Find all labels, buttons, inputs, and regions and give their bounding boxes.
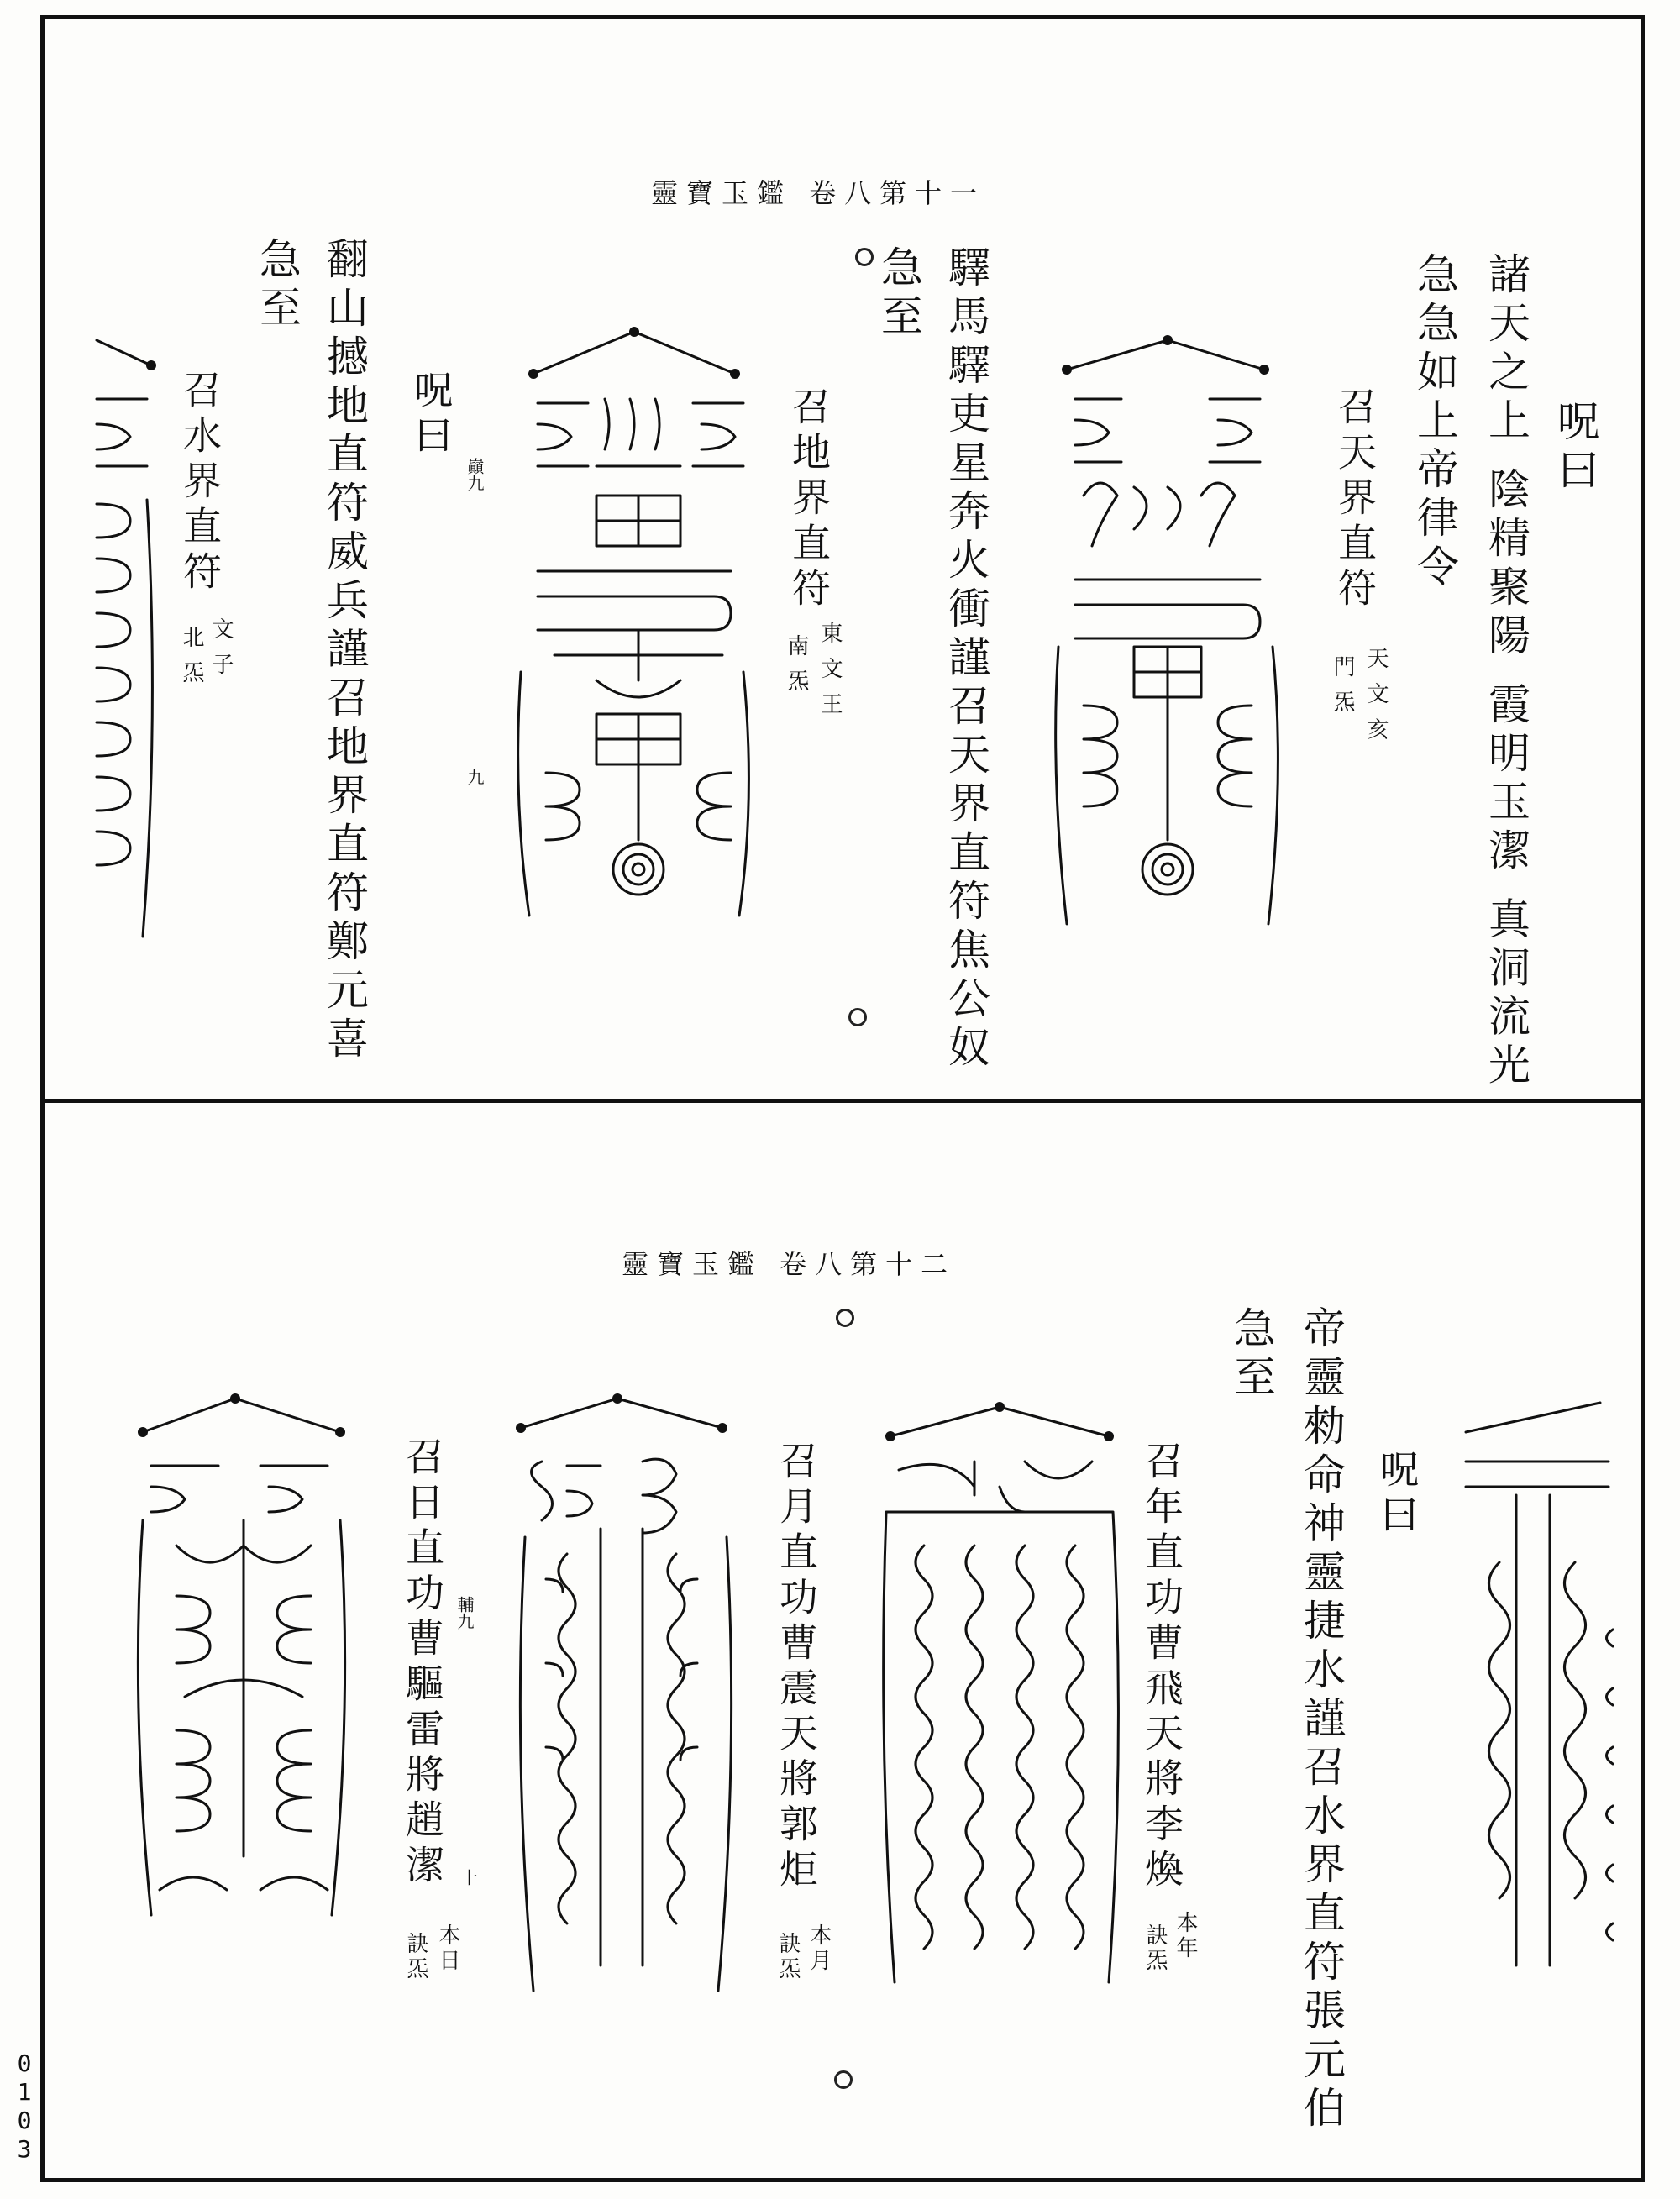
top-incantation3-line-1: 翻山撼地直符威兵謹召地界直符鄭元喜 (320, 237, 369, 1065)
top-incantation2-line-2: 急至 (874, 245, 923, 343)
talisman-earth-figure (504, 319, 756, 958)
year-talisman-title: 召年直功曹飛天將李煥 (1139, 1441, 1184, 1894)
day-talisman-note-a: 本日 (435, 1923, 460, 1974)
top-incantation-line-2: 急急如上帝律令 (1410, 252, 1459, 593)
circle-mark (848, 1008, 867, 1026)
top-incantation-label: 呪曰 (1551, 399, 1599, 496)
panel-divider (40, 1099, 1645, 1103)
bottom-incantation-line-1: 帝靈勑命神靈捷水謹召水界直符張元伯 (1297, 1306, 1346, 2134)
day-talisman-side-a: 輔九 (454, 1596, 475, 1630)
circle-mark (855, 248, 874, 266)
talisman-heaven-figure (1042, 328, 1294, 958)
month-talisman-note-a: 本月 (806, 1923, 832, 1974)
day-talisman-note-b: 訣炁 (403, 1932, 428, 1982)
talisman-earth-note-b: 南 炁 (784, 634, 809, 695)
top-incantation3-label: 呪曰 (408, 370, 454, 460)
talisman-heaven-note-a: 天 文 亥 (1363, 647, 1389, 743)
bottom-incantation-label: 呪曰 (1374, 1449, 1420, 1540)
talisman-water-note-b: 北 炁 (179, 626, 204, 687)
top-panel-header: 靈寶玉鑑 卷八第十一 (651, 177, 986, 209)
circle-mark (836, 1309, 854, 1327)
talisman-earth-note-a: 東 文 王 (817, 622, 843, 718)
bottom-incantation-line-2: 急至 (1227, 1306, 1276, 1404)
top-incantation2-line-1: 驛馬驛吏星奔火衝謹召天界直符焦公奴 (942, 245, 990, 1073)
talisman-water-continued-figure (1449, 1394, 1617, 1999)
talisman-heaven-note-b: 門 炁 (1330, 655, 1355, 716)
page-number: 0103 (17, 2049, 32, 2163)
talisman-water-note-a: 文 子 (208, 617, 234, 679)
bottom-panel-header: 靈寶玉鑑 卷八第十二 (622, 1248, 957, 1280)
month-talisman-figure (508, 1386, 743, 2033)
year-talisman-note-a: 本年 (1173, 1911, 1198, 1961)
talisman-water-figure (88, 332, 172, 953)
month-talisman-title: 召月直功曹震天將郭炬 (774, 1441, 819, 1894)
talisman-water-title: 召水界直符 (177, 370, 223, 596)
year-talisman-note-b: 訣炁 (1142, 1923, 1168, 1974)
day-talisman-figure (126, 1386, 361, 1974)
talisman-heaven-title: 召天界直符 (1332, 386, 1378, 613)
top-incantation-line-1: 諸天之上 陰精聚陽 霞明玉潔 真洞流光 (1482, 252, 1530, 1092)
circle-mark (834, 2070, 853, 2089)
month-talisman-note-b: 訣炁 (775, 1932, 801, 1982)
top-incantation3-line-2: 急至 (253, 237, 302, 334)
day-talisman-side-b: 十 (458, 1869, 478, 1886)
talisman-earth-title: 召地界直符 (786, 386, 832, 613)
year-talisman-figure (874, 1394, 1126, 2033)
top-incantation3-side-b: 九 (465, 769, 485, 785)
top-incantation3-side-a: 巓九 (465, 458, 485, 491)
day-talisman-title: 召日直功曹驅雷將趙潔 (400, 1436, 445, 1890)
